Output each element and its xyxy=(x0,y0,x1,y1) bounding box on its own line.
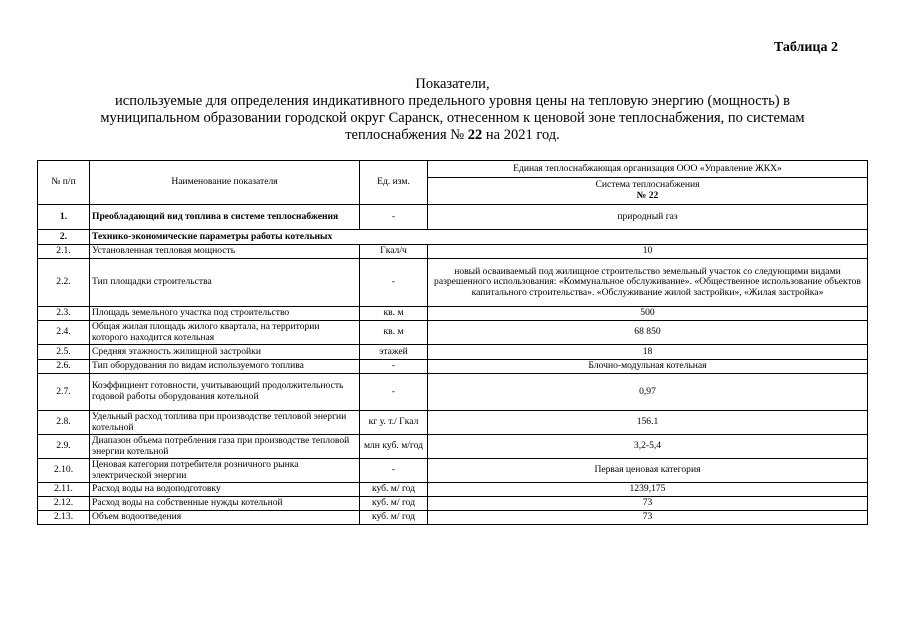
header-unit: Ед. изм. xyxy=(360,161,428,205)
header-system-label: Система теплоснабжения xyxy=(595,179,700,191)
row-name: Ценовая категория потребителя розничного рынка электрической энергии xyxy=(90,459,360,483)
heading-line-2: используемые для определения индикативного предельного уровня цены на тепловую энергию (мощность) в xyxy=(115,93,790,109)
row-value: 18 xyxy=(428,345,868,360)
table-row xyxy=(38,459,868,483)
row-num: 2. xyxy=(38,230,90,245)
row-unit: куб. м/ год xyxy=(360,497,428,511)
row-num: 2.12. xyxy=(38,497,90,511)
table-row xyxy=(38,345,868,360)
heading-line-4-suffix: на 2021 год. xyxy=(485,127,560,143)
row-unit: - xyxy=(360,374,428,411)
row-value: 73 xyxy=(428,511,868,525)
table-number-label: Таблица 2 xyxy=(773,40,838,55)
header-system-number: № 22 xyxy=(636,190,659,201)
row-unit: кг у. т./ Гкал xyxy=(360,411,428,435)
row-name: Коэффициент готовности, учитывающий продолжительность годовой работы оборудования котельной xyxy=(90,374,360,411)
document-heading xyxy=(60,76,845,144)
row-name: Диапазон объема потребления газа при производстве тепловой энергии котельной xyxy=(90,435,360,459)
row-name: Тип оборудования по видам используемого топлива xyxy=(90,360,360,374)
row-name: Установленная тепловая мощность xyxy=(90,245,360,259)
row-value: новый осваиваемый под жилищное строительство земельный участок со следующими видами разрешенного использования: «Коммунальное обслуживание». «Общественное использование объектов капитального строительства». «Обслуживание жилой застройки», «Жилая застройка» xyxy=(428,259,868,307)
heading-line-1: Показатели, xyxy=(415,76,490,92)
row-name: Тип площадки строительства xyxy=(90,259,360,307)
heading-line-4 xyxy=(60,127,845,144)
header-system xyxy=(428,178,868,205)
row-num: 2.9. xyxy=(38,435,90,459)
row-value: Первая ценовая категория xyxy=(428,459,868,483)
table-row xyxy=(38,321,868,345)
row-name: Расход воды на водоподготовку xyxy=(90,483,360,497)
table-row xyxy=(38,497,868,511)
heading-line-4-prefix: теплоснабжения № xyxy=(345,127,465,143)
table-row xyxy=(38,205,868,230)
section-title: Технико-экономические параметры работы котельных xyxy=(90,230,868,245)
table-row xyxy=(38,511,868,525)
row-num: 2.1. xyxy=(38,245,90,259)
row-num: 2.5. xyxy=(38,345,90,360)
row-num: 2.7. xyxy=(38,374,90,411)
row-value: 500 xyxy=(428,307,868,321)
row-value: 156.1 xyxy=(428,411,868,435)
indicators-table xyxy=(37,160,868,525)
table-row xyxy=(38,374,868,411)
row-num: 2.10. xyxy=(38,459,90,483)
table-row xyxy=(38,245,868,259)
row-num: 1. xyxy=(38,205,90,230)
row-num: 2.13. xyxy=(38,511,90,525)
row-value: 1239,175 xyxy=(428,483,868,497)
header-org: Единая теплоснабжающая организация ООО «Управление ЖКХ» xyxy=(428,161,868,178)
row-unit: - xyxy=(360,459,428,483)
row-value: природный газ xyxy=(428,205,868,230)
row-name: Расход воды на собственные нужды котельной xyxy=(90,497,360,511)
row-unit: - xyxy=(360,259,428,307)
table-section-row xyxy=(38,230,868,245)
row-name: Объем водоотведения xyxy=(90,511,360,525)
row-name: Общая жилая площадь жилого квартала, на территории которого находится котельная xyxy=(90,321,360,345)
row-num: 2.11. xyxy=(38,483,90,497)
row-num: 2.8. xyxy=(38,411,90,435)
row-value: 0,97 xyxy=(428,374,868,411)
heading-system-number: 22 xyxy=(467,127,483,143)
table-row xyxy=(38,307,868,321)
row-name: Средняя этажность жилищной застройки xyxy=(90,345,360,360)
table-row xyxy=(38,360,868,374)
row-unit: этажей xyxy=(360,345,428,360)
table-row xyxy=(38,483,868,497)
row-value: 10 xyxy=(428,245,868,259)
row-num: 2.6. xyxy=(38,360,90,374)
row-unit: куб. м/ год xyxy=(360,511,428,525)
row-num: 2.4. xyxy=(38,321,90,345)
table-row xyxy=(38,259,868,307)
row-unit: млн куб. м/год xyxy=(360,435,428,459)
table-row xyxy=(38,435,868,459)
header-name: Наименование показателя xyxy=(90,161,360,205)
row-unit: - xyxy=(360,360,428,374)
row-value: 73 xyxy=(428,497,868,511)
row-value: Блочно-модульная котельная xyxy=(428,360,868,374)
row-unit: кв. м xyxy=(360,307,428,321)
heading-line-3: муниципальном образовании городской округ Саранск, отнесенном к ценовой зоне теплоснабжения, по системам xyxy=(100,110,805,126)
row-unit: кв. м xyxy=(360,321,428,345)
table-header-row xyxy=(38,161,868,178)
row-unit: - xyxy=(360,205,428,230)
row-name: Площадь земельного участка под строительство xyxy=(90,307,360,321)
row-name: Удельный расход топлива при производстве тепловой энергии котельной xyxy=(90,411,360,435)
row-unit: Гкал/ч xyxy=(360,245,428,259)
row-value: 3,2-5,4 xyxy=(428,435,868,459)
row-name: Преобладающий вид топлива в системе теплоснабжения xyxy=(90,205,360,230)
header-num: № п/п xyxy=(38,161,90,205)
table-row xyxy=(38,411,868,435)
row-num: 2.2. xyxy=(38,259,90,307)
row-unit: куб. м/ год xyxy=(360,483,428,497)
row-num: 2.3. xyxy=(38,307,90,321)
row-value: 68 850 xyxy=(428,321,868,345)
